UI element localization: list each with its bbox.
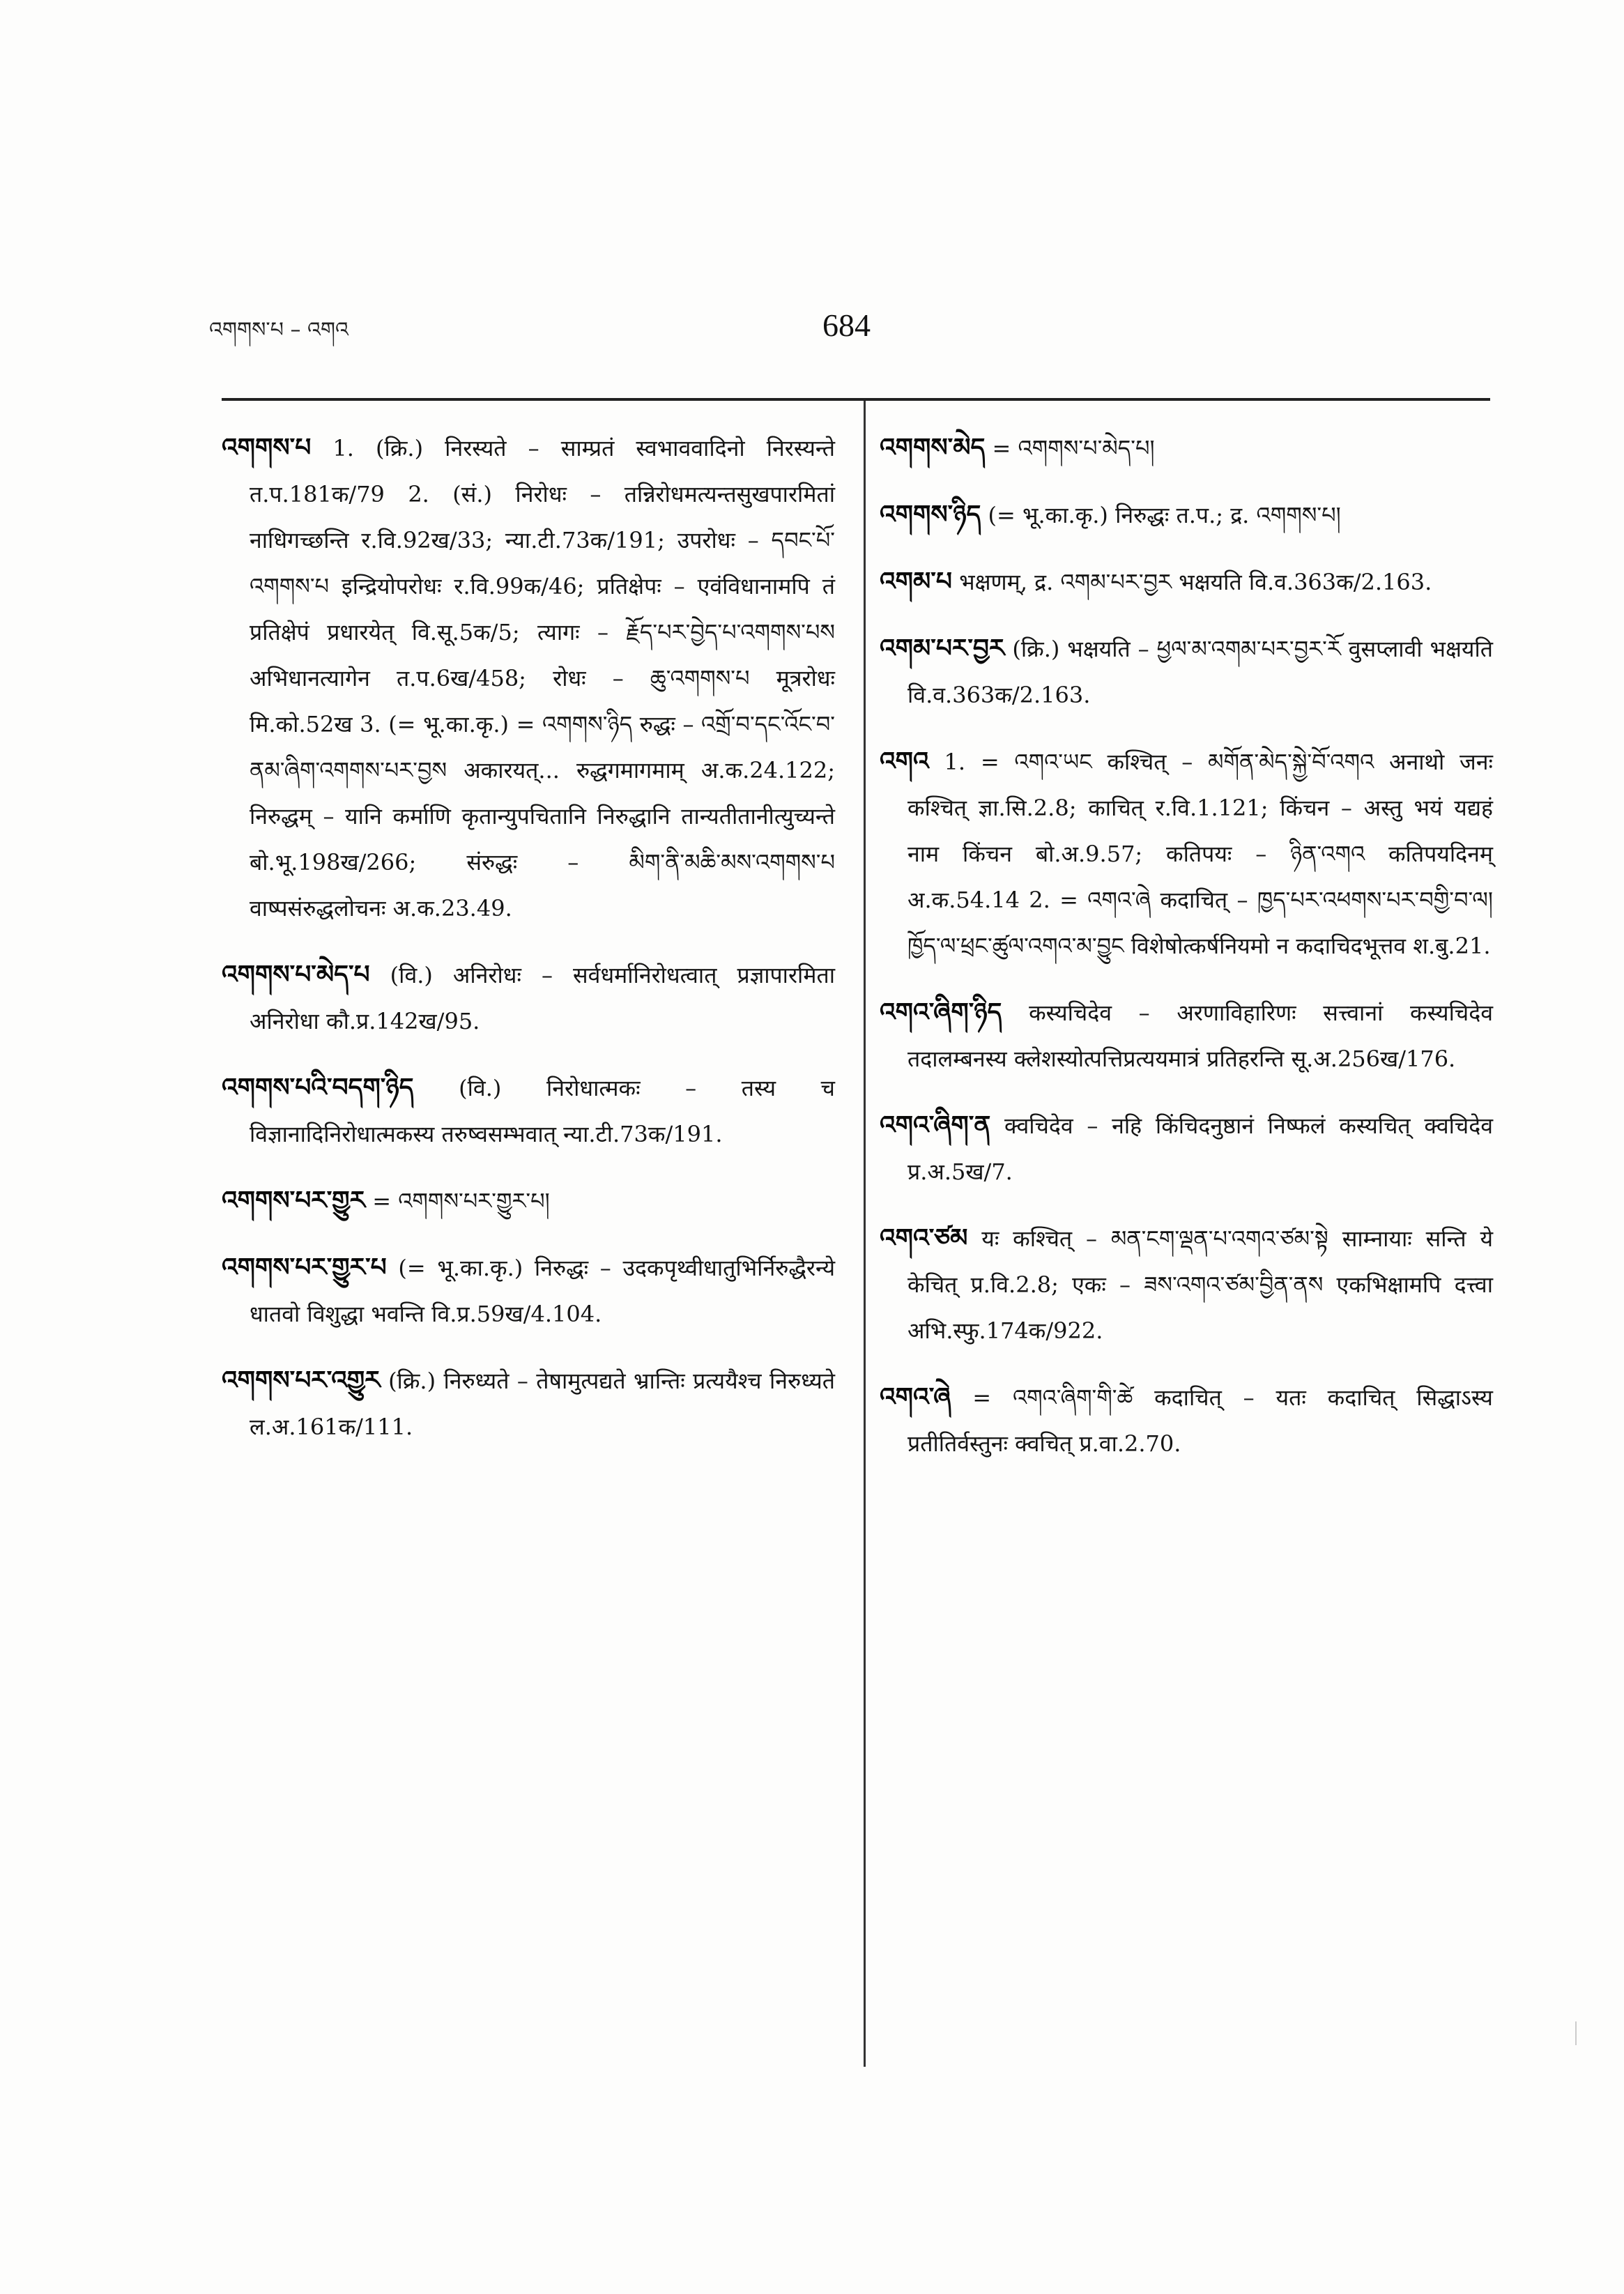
entry-text: (वि.) निरोधात्मकः – तस्य च विज्ञानादिनिरोधात्मकस्य तरुष्वसम्भवात् न्या.टी.73क/191. [250,1075,835,1147]
entry-text: (= भू.का.कृ.) निरुद्धः त.प.; द्र. འགགས་པ། [988,502,1341,528]
dictionary-entry [222,1358,835,1450]
dictionary-entry [880,990,1493,1082]
entry-text: = འགའ་ཞིག་གི་ཚེ कदाचित् – यतः कदाचित् सिद्धाऽस्य प्रतीतिर्वस्तुनः क्वचित् प्र.वा.2.70. [907,1384,1493,1457]
entry-headword: འགགས་པའི་བདག་ཉིད [222,1073,414,1102]
entry-headword: འགམ་པར་བྱར [880,634,1005,663]
entry-text: (वि.) अनिरोधः – सर्वधर्मानिरोधत्वात् प्रज्ञापारमिता अनिरोधा कौ.प्र.142ख/95. [250,962,836,1034]
page-number: 684 [822,307,871,343]
entry-headword: འགགས་པར་འགྱུར [222,1366,381,1395]
entry-text: क्वचिदेव – नहि किंचिदनुष्ठानं निष्फलं कस्यचित् क्वचिदेव प्र.अ.5ख/7. [907,1112,1494,1185]
entry-headword: འགགས་ཉིད [880,500,981,529]
entry-headword: འགའ་ཞིག་ན [880,1111,991,1140]
dictionary-entry [222,1178,835,1224]
entry-headword: འགགས་པར་གྱུར་པ [222,1253,387,1282]
entry-headword: འགམ་པ [880,567,952,596]
entry-headword: འགགས་པ [222,434,312,462]
dictionary-entry [222,425,835,931]
dictionary-entry [880,492,1493,538]
entry-headword: འགའ་ཞེ [880,1383,951,1412]
dictionary-entry [222,952,835,1044]
entry-text: यः कश्चित् – མན་ངག་ལྡན་པ་འགའ་ཙམ་སྟེ साम्नायाः सन्ति ये केचित् प्र.वि.2.8; एकः – ཟས་འགའ་ཙམ་བྱིན་ནས एकभिक्षामपि दत्त्वा अभि.स्फु.174क/922. [907,1225,1493,1344]
entry-text: कस्यचिदेव – अरणाविहारिणः सत्त्वानां कस्यचिदेव तदालम्बनस्य क्लेशस्योत्पत्तिप्रत्ययमात्रं प्रतिहरन्ति सू.अ.256ख/176. [907,1000,1493,1072]
right-column [880,425,1493,1488]
entry-headword: འགགས་པར་གྱུར [222,1186,366,1215]
entry-text: (क्रि.) निरुध्यते – तेषामुत्पद्यते भ्रान्तिः प्रत्ययैश्च निरुध्यते ल.अ.161क/111. [250,1368,835,1440]
entry-text: 1. (क्रि.) निरस्यते – साम्प्रतं स्वभाववादिनो निरस्यन्ते त.प.181क/79 2. (सं.) निरोधः – तन्निरोधमत्यन्तसुखपारमितां नाधिगच्छन्ति र.वि.92ख/33; न्या.टी.73क/191; उपरोधः – དབང་པོ་འགགས་པ इन्द्रियोपरोधः र.वि.99क/46; प्रतिक्षेपः – एवंविधानामपि तं प्रतिक्षेपं प्रधारयेत् वि.सू.5क/5; त्यागः – རྗོད་པར་བྱེད་པ་འགགས་པས अभिधानत्यागेन त.प.6ख/458; रोधः – ཆུ་འགགས་པ मूत्ररोधः मि.को.52ख 3. (= भू.का.कृ.) = འགགས་ཉིད रुद्धः – འགྲོ་བ་དང་འོང་བ་ནམ་ཞིག་འགགས་པར་བྱས अकारयत्... रुद्धगमागमाम् अ.क.24.122; निरुद्धम् – यानि कर्माणि कृतान्युपचितानि निरुद्धानि तान्यतीतानीत्युच्यन्ते बो.भू.198ख/266; संरुद्धः – མིག་ནི་མཆི་མས་འགགས་པ वाष्पसंरुद्धलोचनः अ.क.23.49. [250,435,835,922]
entry-text: (= भू.का.कृ.) निरुद्धः – उदकपृथ्वीधातुभिर्निरुद्धैरन्ये धातवो विशुद्धा भवन्ति वि.प्र.59ख/4.104. [250,1255,836,1327]
entry-headword: འགགས་པ་མེད་པ [222,961,370,989]
entry-text: भक्षणम्, द्र. འགམ་པར་བྱར भक्षयति वि.व.363क/2.163. [959,569,1432,595]
entry-headword: འགགས་མེད [880,434,986,462]
dictionary-entry [880,1103,1493,1195]
entry-headword: འགའ་ཞིག་ཉིད [880,998,1002,1027]
column-divider [864,401,866,2067]
entry-text: (क्रि.) भक्षयति – ཕྱལ་མ་འགམ་པར་བྱར་རོ वुसप्लावी भक्षयति वि.व.363क/2.163. [907,636,1493,708]
left-column [222,425,835,1471]
entry-headword: འགའ [880,747,929,776]
dictionary-entry [880,1216,1493,1354]
dictionary-entry [880,739,1493,969]
dictionary-entry [880,626,1493,718]
header-divider [222,398,1490,401]
running-header: འགགས་པ – འགའ [209,318,348,342]
entry-text: = འགགས་པར་གྱུར་པ། [372,1188,550,1214]
dictionary-entry [222,1245,835,1337]
entry-text: = འགགས་པ་མེད་པ། [992,435,1155,461]
dictionary-entry [222,1065,835,1157]
dictionary-entry [880,425,1493,471]
scan-mark [1575,2021,1577,2045]
entry-text: 1. = འགའ་ཡང कश्चित् – མགོན་མེད་སྐྱེ་བོ་འགའ अनाथो जनः कश्चित् ज्ञा.सि.2.8; काचित् र.वि.1.121; किंचन – अस्तु भयं यद्यहं नाम किंचन बो.अ.9.57; कतिपयः – ཉིན་འགའ कतिपयदिनम् अ.क.54.14 2. = འགའ་ཞེ कदाचित् – ཁྱད་པར་འཕགས་པར་བགྱི་བ་ལ། ཁྱོད་ལ་ཕྲང་ཚུལ་འགའ་མ་བྱུང विशेषोत्कर्षनियमो न कदाचिदभूत्तव श.बु.21. [907,749,1494,959]
dictionary-entry [880,1375,1493,1467]
dictionary-entry [880,559,1493,605]
entry-headword: འགའ་ཙམ [880,1224,968,1253]
